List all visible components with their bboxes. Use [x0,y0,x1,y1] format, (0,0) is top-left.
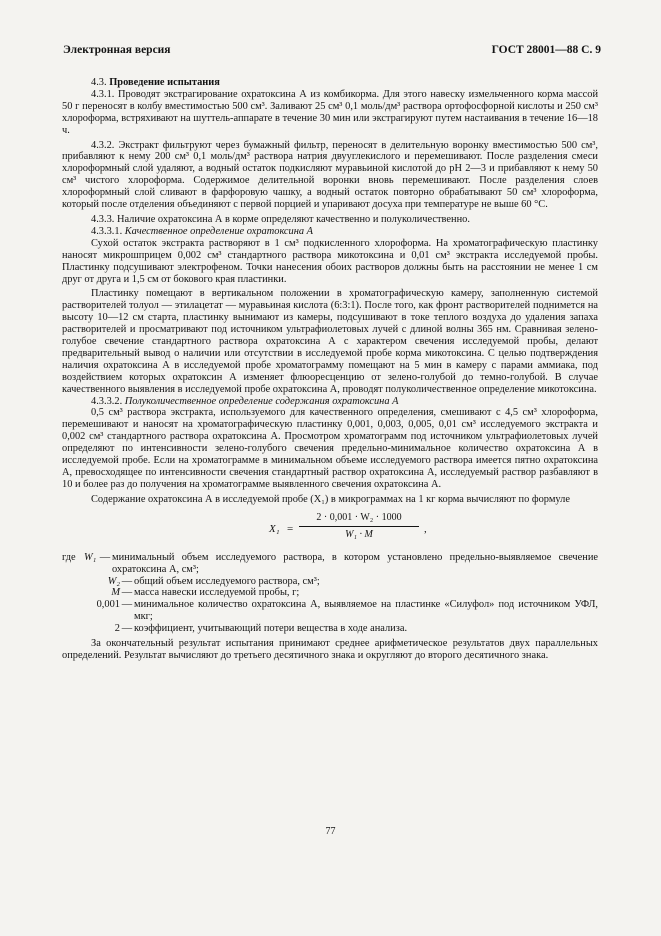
paragraph-4-3-3-2-a: 0,5 см³ раствора экстракта, используемого для качественного определения, смешивают с 4,5 см³ хлороформа, перемешивают и наносят на хроматографическую пластинку 0,001, 0,003, 0,005, 0,01 см³ исследуемого экстракта и 0,002 см³ стандартного раствора охратоксина А. Просмотром хроматограмм под источником ультрафиолетовых лучей определяют по интенсивности зелено-голубого свечения предельно-минимальное количество охратоксина А в исследуемой пробе. Если на хроматограмме в минимальном объеме исследуемого раствора имеется пятно охратоксина А, превосходящее по интенсивности свечения стандартный раствор охратоксина А, исследуемый раствор разбавляют в 10 и более раз до получения на хроматограмме выявленного свечения охратоксина А. [62,407,598,490]
paragraph-final-result: За окончательный результат испытания принимают среднее арифметическое результатов двух параллельных определений. Результат вычисляют до третьего десятичного знака и округляют до второго десятичного знака. [62,638,598,661]
document-body [62,77,598,662]
legend-symbol: M [111,587,120,599]
legend-text: минимальный объем исследуемого раствора, в котором установлено предельно-выявляемое свечение охратоксина А, см³; [112,551,598,575]
paragraph-4-3-2: 4.3.2. Экстракт фильтруют через бумажный фильтр, переносят в делительную воронку вместимостью 500 см³, прибавляют к нему 200 см³ 0,1 моль/дм³ раствора натрия двууглекислого и перемешивают. После разделения смеси хлороформный слой удаляют, а водный остаток подкисляют муравьиной кислотой до pH 2—3 и прибавляют к нему 50 см³ чистого хлороформа. Содержимое делительной воронки вновь перемешивают. После разделения слоев хлороформный слой сливают в фарфоровую чашку, а водный остаток повторно обрабатывают 50 см³ хлороформа, который после отделения объединяют с первой порцией и упаривают досуха при температуре не выше 60 °С. [62,139,598,211]
legend-symbol: W₁ [84,551,97,563]
legend-row [62,599,598,623]
legend-text: минимальное количество охратоксина А, выявляемое на пластинке «Силуфол» под источником УФЛ, мкг; [134,599,598,623]
legend-dash: — [121,599,133,611]
legend-dash: — [99,551,111,563]
legend-text: коэффициент, учитывающий потери вещества в ходе анализа. [134,623,408,635]
legend-dash: — [121,623,133,635]
legend-symbol: 0,001 [96,599,120,611]
paragraph-4-3-3: 4.3.3. Наличие охратоксина А в корме определяют качественно и полуколичественно. [91,213,470,225]
section-4-3-3-1-heading: 4.3.3.1. Качественное определение охратоксина А [91,225,314,237]
page-number: 77 [325,826,336,837]
legend-row [62,576,598,588]
paragraph-4-3-1: 4.3.1. Проводят экстрагирование охратоксина А из комбикорма. Для этого навеску измельченного корма массой 50 г переносят в колбу вместимостью 500 см³. Заливают 25 см³ 0,1 моль/дм³ раствора ортофосфорной кислоты и 250 см³ хлороформа, встряхивают на шуттель-аппарате в течение 30 мин или экстрагируют путем настаивания в течение 16—18 ч. [62,88,598,136]
legend-row [62,587,598,599]
formula-numerator: 2 · 0,001 · W₂ · 1000 [299,512,419,527]
paragraph-4-3-3-1-a: Сухой остаток экстракта растворяют в 1 см³ подкисленного хлороформа. На хроматографическую пластинку наносят микрошприцем 0,002 см³ стандартного раствора микотоксина и 0,01 см³ экстракта исследуемой пробы. Пластинку подсушивают электрофеном. Точки нанесения обоих растворов должны быть на расстоянии не менее 1 см друг от друга и 1,5 см от бокового края пластинки. [62,237,598,285]
formula-equals: = [287,522,294,535]
paragraph-4-3-3-1-b: Пластинку помещают в вертикальном положении в хроматографическую камеру, заполненную системой растворителей толуол — этилацетат — муравьиная кислота (6:3:1). После того, как фронт растворителей поднимется на высоту 10—12 см старта, пластинку вынимают из камеры, подсушивают в токе теплого воздуха до удаления запаха растворителей и просматривают под источником ультрафиолетовых лучей с длиной волны 365 нм. Сравнивая зелено-голубое свечение стандартного раствора охратоксина А с характером свечения исследуемой пробы, делают предварительный вывод о наличии или отсутствии в исследуемой пробе корма микотоксина. С целью подтверждения наличия охратоксина А в исследуемой пробе хроматограмму помещают на 5 мин в камеру с парами аммиака, под воздействием которых охратоксин А изменяет флюоресценцию от зелено-голубой до темно-голубой. В случае качественного выявления в исследуемой пробе охратоксина А, проводят полуколичественное определение микотоксина. [62,288,598,395]
legend-dash: — [121,575,133,587]
header-edition: Электронная версия [63,44,171,56]
legend-text: общий объем исследуемого раствора, см³; [134,575,320,587]
paragraph-4-3-3-2-b: Содержание охратоксина А в исследуемой пробе (X₁) в микрограммах на 1 кг корма вычисляют по формуле [91,493,570,505]
legend-dash: — [121,587,133,599]
formula-denominator: W₁ · M [345,528,373,540]
formula-x1 [62,512,598,548]
legend-symbol: 2 [114,623,120,635]
header-standard: ГОСТ 28001—88 С. 9 [491,44,601,56]
formula-comma: , [424,522,427,535]
legend-row [62,623,598,635]
legend-row [62,552,598,576]
legend-lead: где [62,551,76,563]
section-4-3-heading: 4.3. Проведение испытания [91,77,220,88]
legend-text: масса навески исследуемой пробы, г; [134,587,300,599]
formula-fraction [299,512,419,541]
formula-lhs: X₁ [269,522,280,535]
legend-symbol: W₂ [107,575,120,587]
section-4-3-3-2-heading: 4.3.3.2. Полуколичественное определение содержания охратоксина А [91,395,399,407]
variable-legend [62,552,598,635]
